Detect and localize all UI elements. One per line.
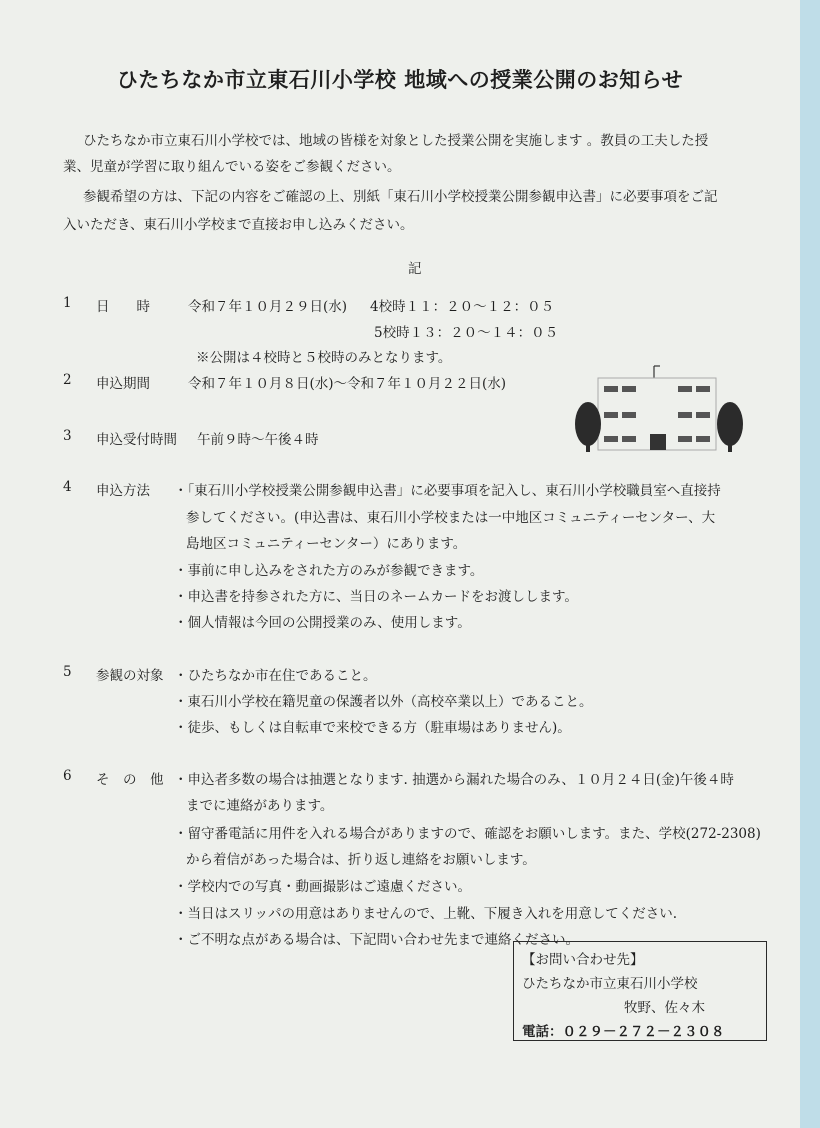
method-line-6: ・個人情報は今回の公開授業のみ、使用します。 bbox=[174, 615, 471, 631]
other-line-6: ・当日はスリッパの用意はありませんので、上靴、下履き入れを用意してください. bbox=[174, 906, 677, 922]
contact-box bbox=[513, 941, 767, 1041]
method-line-2: 参してください。(申込書は、東石川小学校または一中地区コミュニティーセンター、大 bbox=[186, 510, 716, 526]
section-2-number: 2 bbox=[63, 372, 72, 388]
section-1-label: 日 時 bbox=[96, 299, 150, 315]
other-line-4: から着信があった場合は、折り返し連絡をお願いします。 bbox=[186, 852, 536, 868]
period-4-time: 4校時１１：２０～１２：０５ bbox=[370, 299, 555, 315]
other-line-3: ・留守番電話に用件を入れる場合がありますので、確認をお願いします。また、学校(272-2308) bbox=[174, 826, 761, 842]
contact-heading: 【お問い合わせ先】 bbox=[522, 952, 644, 968]
method-line-3: 島地区コミュニティーセンター）にあります。 bbox=[186, 536, 467, 552]
section-3-number: 3 bbox=[63, 428, 72, 444]
school-building-illustration bbox=[574, 364, 744, 454]
section-4-number: 4 bbox=[63, 479, 72, 495]
section-3-label: 申込受付時間 bbox=[96, 432, 177, 448]
period-5-time: 5校時１３：２０～１４：０５ bbox=[374, 325, 559, 341]
section-1-number: 1 bbox=[63, 295, 72, 311]
other-line-1: ・申込者多数の場合は抽選となります. 抽選から漏れた場合のみ、１０月２４日(金)午後４時 bbox=[174, 772, 734, 788]
method-line-4: ・事前に申し込みをされた方のみが参観できます。 bbox=[174, 563, 484, 579]
target-line-3: ・徒歩、もしくは自転車で来校できる方（駐車場はありません)。 bbox=[174, 720, 571, 736]
ki-marker: 記 bbox=[408, 261, 422, 277]
section-6-number: 6 bbox=[63, 768, 72, 784]
section-2-label: 申込期間 bbox=[96, 376, 150, 392]
intro-line-2: 業、児童が学習に取り組んでいる姿をご参観ください。 bbox=[63, 159, 401, 175]
target-line-1: ・ひたちなか市在住であること。 bbox=[174, 668, 377, 684]
section-4-label: 申込方法 bbox=[96, 483, 150, 499]
other-line-2: までに連絡があります。 bbox=[186, 798, 334, 814]
page-title: ひたちなか市立東石川小学校 地域への授業公開のお知らせ bbox=[116, 67, 684, 92]
method-line-1: ・「東石川小学校授業公開参観申込書」に必要事項を記入し、東石川小学校職員室へ直接持 bbox=[174, 483, 721, 499]
method-line-5: ・申込書を持参された方に、当日のネームカードをお渡しします。 bbox=[174, 589, 578, 605]
event-date: 令和７年１０月２９日(水) bbox=[188, 299, 348, 315]
application-period: 令和７年１０月８日(水)～令和７年１０月２２日(水) bbox=[188, 376, 507, 392]
section-6-label: そ の 他 bbox=[96, 772, 164, 788]
section-5-number: 5 bbox=[63, 664, 72, 680]
target-line-2: ・東石川小学校在籍児童の保護者以外（高校卒業以上）であること。 bbox=[174, 694, 593, 710]
contact-names: 牧野、佐々木 bbox=[624, 1000, 705, 1016]
intro-line-4: 入いただき、東石川小学校まで直接お申し込みください。 bbox=[63, 217, 414, 233]
other-line-7: ・ご不明な点がある場合は、下記問い合わせ先まで連絡ください。 bbox=[174, 932, 579, 948]
reception-hours: 午前９時～午後４時 bbox=[197, 432, 319, 448]
section-5-label: 参観の対象 bbox=[96, 668, 164, 684]
contact-phone: 電話：０２９－２７２－２３０８ bbox=[522, 1024, 725, 1040]
intro-line-3: 参観希望の方は、下記の内容をご確認の上、別紙「東石川小学校授業公開参観申込書」に必要事項をご記 bbox=[83, 189, 718, 205]
open-periods-note: ※公開は４校時と５校時のみとなります。 bbox=[196, 350, 452, 366]
contact-school: ひたちなか市立東石川小学校 bbox=[522, 976, 698, 992]
page-edge-background bbox=[800, 0, 820, 1128]
other-line-5: ・学校内での写真・動画撮影はご遠慮ください。 bbox=[174, 879, 471, 895]
intro-line-1: ひたちなか市立東石川小学校では、地域の皆様を対象とした授業公開を実施します 。教員の工夫した授 bbox=[83, 133, 709, 149]
